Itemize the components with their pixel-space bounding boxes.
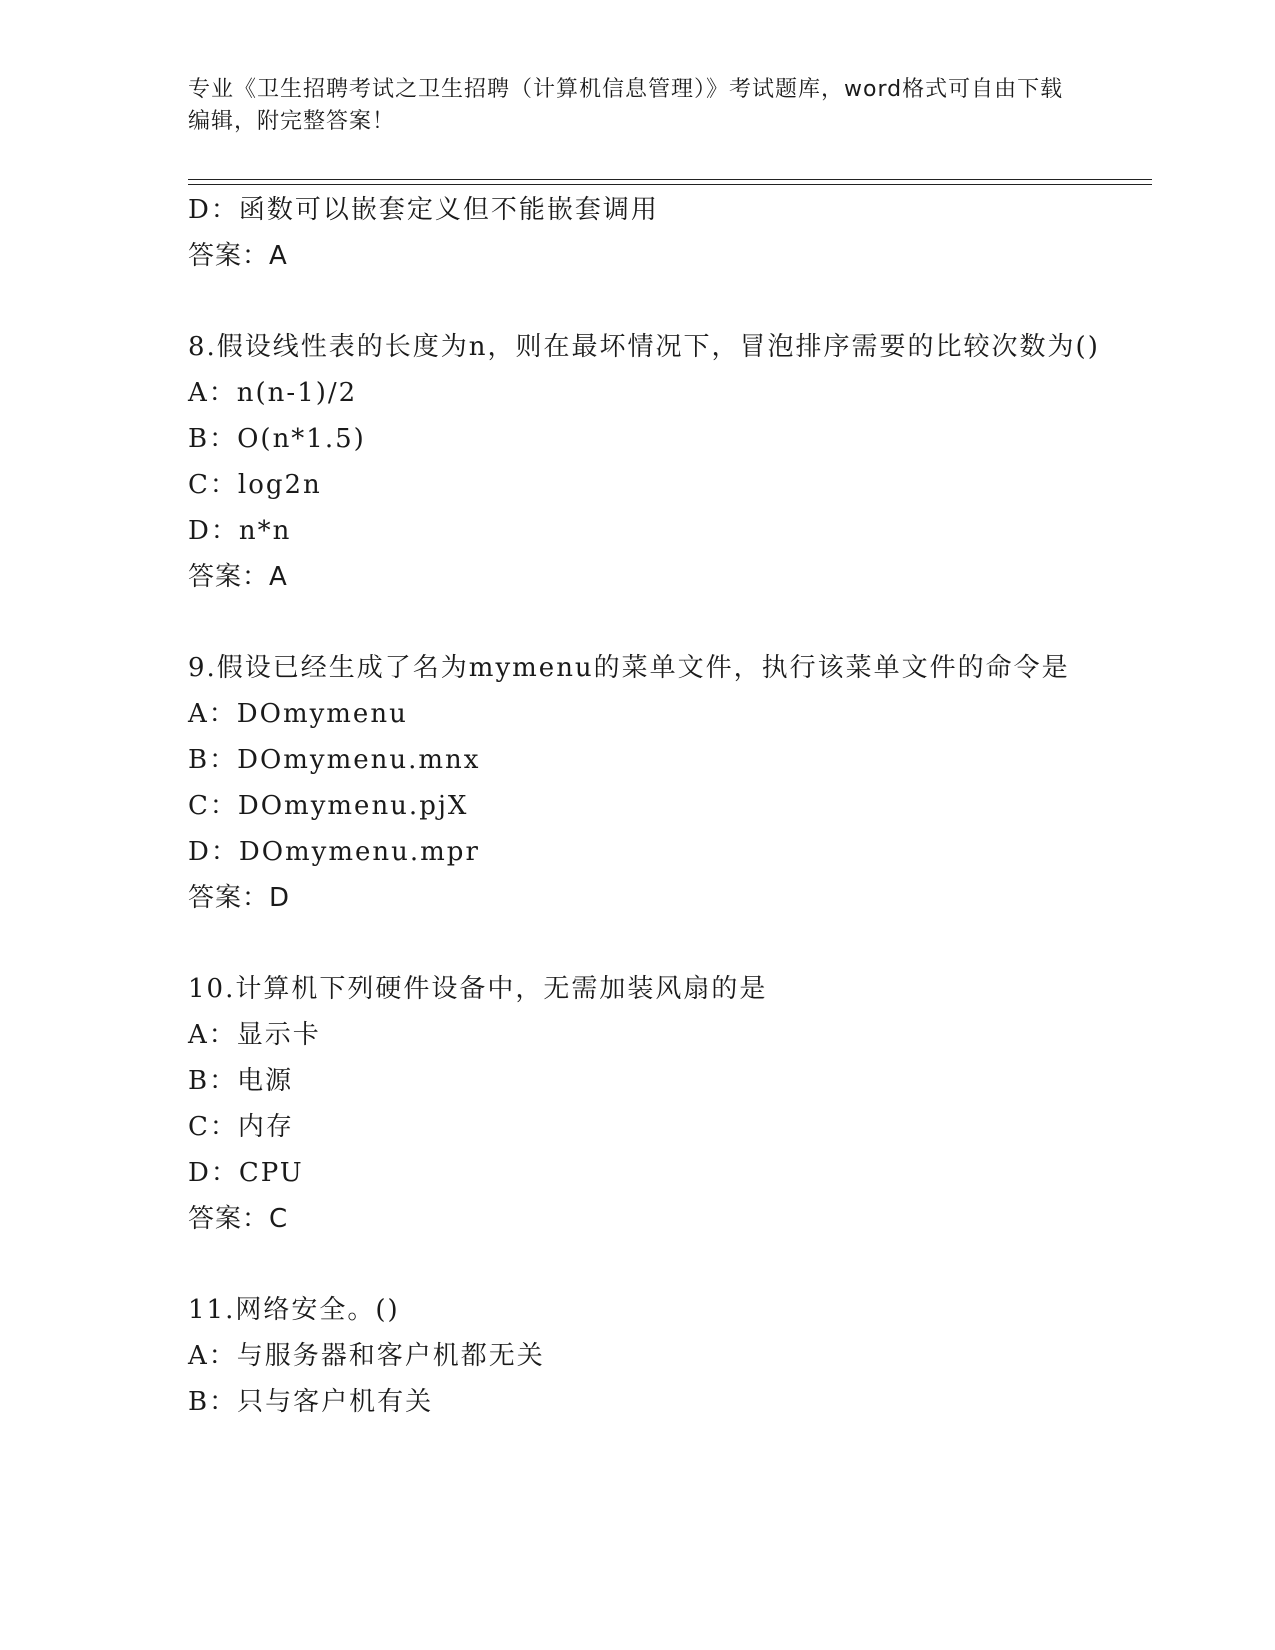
option-b: B：电源	[188, 1066, 294, 1096]
answer-line: 答案：A	[188, 562, 288, 592]
option-d: D：CPU	[188, 1158, 304, 1188]
answer-line: 答案：A	[188, 241, 288, 271]
option-a: A：与服务器和客户机都无关	[188, 1341, 545, 1371]
answer-line: 答案：C	[188, 1204, 289, 1234]
option-c: C：DOmymenu.pjX	[188, 791, 469, 821]
option-c: C：log2n	[188, 470, 322, 500]
option-a: A：显示卡	[188, 1020, 321, 1050]
option-b: B：只与客户机有关	[188, 1387, 434, 1417]
option-b: B：DOmymenu.mnx	[188, 745, 481, 775]
question-stem: 8.假设线性表的长度为n，则在最坏情况下，冒泡排序需要的比较次数为()	[188, 332, 1100, 362]
option-a: A：n(n-1)/2	[188, 378, 358, 408]
option-d: D：DOmymenu.mpr	[188, 837, 480, 867]
header-divider-bottom	[188, 184, 1152, 185]
question-stem: 11.网络安全。()	[188, 1295, 400, 1325]
question-stem: 9.假设已经生成了名为mymenu的菜单文件，执行该菜单文件的命令是	[188, 653, 1070, 683]
question-11	[188, 1287, 1128, 1425]
header-divider-top	[188, 179, 1152, 180]
question-10	[188, 966, 1128, 1242]
document-header: 专业《卫生招聘考试之卫生招聘（计算机信息管理）》考试题库，word格式可自由下载编辑，附完整答案！	[188, 77, 1064, 134]
option-c: C：内存	[188, 1112, 294, 1142]
question-list	[188, 187, 1128, 1425]
question-8	[188, 324, 1128, 600]
question-9	[188, 645, 1128, 921]
option-d: D：函数可以嵌套定义但不能嵌套调用	[188, 195, 659, 225]
option-a: A：DOmymenu	[188, 699, 408, 729]
answer-line: 答案：D	[188, 883, 291, 913]
question-stem: 10.计算机下列硬件设备中，无需加装风扇的是	[188, 974, 768, 1004]
option-b: B：O(n*1.5)	[188, 424, 366, 454]
option-d: D：n*n	[188, 516, 292, 546]
